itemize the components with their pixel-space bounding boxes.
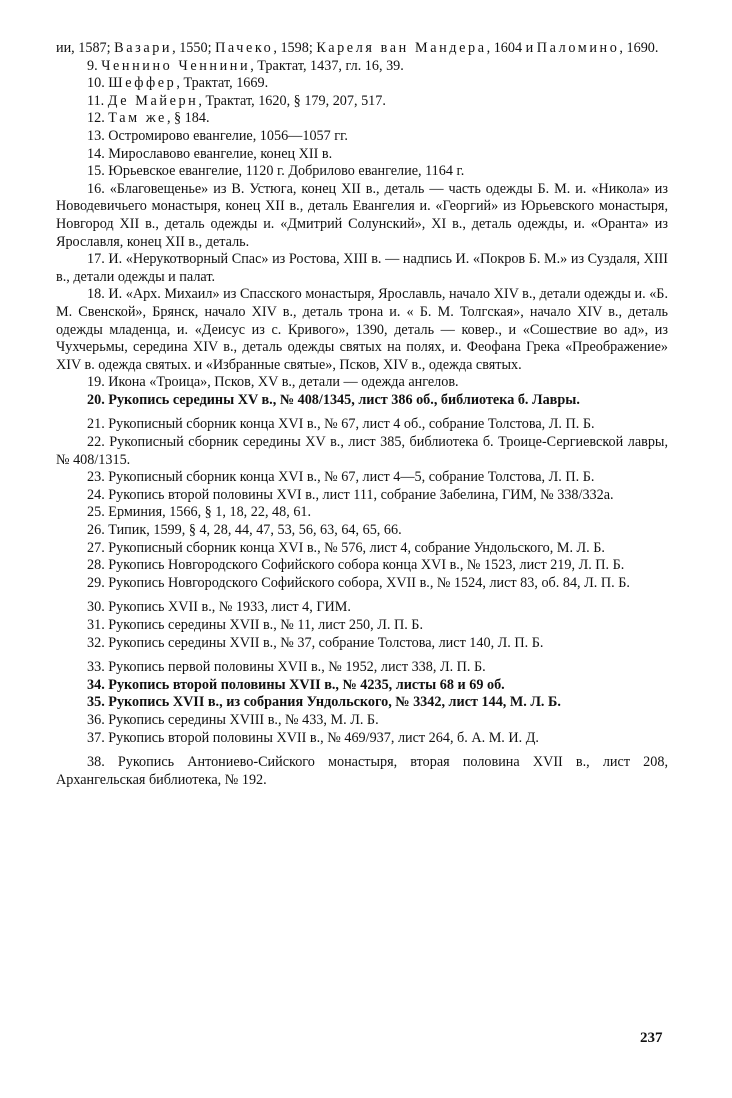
note-32: 32. Рукопись середины XVII в., № 37, собрание Толстова, лист 140, Л. П. Б. bbox=[87, 634, 544, 651]
note-18: 18. И. «Арх. Михаил» из Спасского монастыря, Ярославль, начало XIV в., детали одежды и. «Б. М. Свенской», Брянск, начало XIV в., деталь трона и. « Б. М. Толгская», начало XIV в., деталь одежды младенца, и. «Деисус из с. Кривого», 1390, деталь — ковер., и «Сошествие во ад», из Чухчерьмы, середина XIV в., деталь одежды святых на полях, и. Феофана Грека «Преображение» XIV в. одежда святых. и «Избранные святые», Псков, XIV в., одежда святых. bbox=[56, 286, 669, 373]
note-27: 27. Рукописный сборник конца XVI в., № 576, лист 4, собрание Ундольского, М. Л. Б. bbox=[87, 539, 605, 556]
note-26: 26. Типик, 1599, § 4, 28, 44, 47, 53, 56, 63, 64, 65, 66. bbox=[87, 522, 402, 539]
note-11: 11. Де Майерн, Трактат, 1620, § 179, 207, 517. bbox=[87, 92, 386, 109]
footnotes-page bbox=[56, 40, 668, 789]
note-35: 35. Рукопись XVII в., из собрания Ундольского, № 3342, лист 144, М. Л. Б. bbox=[87, 694, 561, 711]
note-20: 20. Рукопись середины XV в., № 408/1345, лист 386 об., библиотека б. Лавры. bbox=[87, 391, 580, 408]
note-8-continuation: ии, 1587; Вазари, 1550; Пачеко, 1598; Кареля ван Мандера, 1604 и Паломино, 1690. bbox=[56, 40, 659, 56]
note-12: 12. Там же, § 184. bbox=[87, 110, 210, 127]
note-10: 10. Шеффер, Трактат, 1669. bbox=[87, 75, 269, 92]
note-31: 31. Рукопись середины XVII в., № 11, лист 250, Л. П. Б. bbox=[87, 617, 423, 633]
note-30: 30. Рукопись XVII в., № 1933, лист 4, ГИМ. bbox=[87, 599, 351, 616]
note-34: 34. Рукопись второй половины XVII в., № 4235, листы 68 и 69 об. bbox=[87, 676, 505, 693]
note-16: 16. «Благовещенье» из В. Устюга, конец XII в., деталь — часть одежды Б. М. и. «Никола» из Новодевичьего монастыря, конец XII в., деталь Евангелия и. «Георгий» из Юрьевского монастыря, Новгород XII в., деталь одежды и. «Дмитрий Солунский», XI в., деталь одежды, и. «Оранта» из Ярославля, конец XII в., деталь. bbox=[56, 180, 669, 250]
page-number: 237 bbox=[640, 1030, 663, 1046]
note-17: 17. И. «Нерукотворный Спас» из Ростова, XIII в. — надпись И. «Покров Б. М.» из Суздаля, XIII в., детали одежды и палат. bbox=[56, 251, 669, 285]
note-28: 28. Рукопись Новгородского Софийского собора конца XVI в., № 1523, лист 219, Л. П. Б. bbox=[87, 557, 625, 574]
note-37: 37. Рукопись второй половины XVII в., № 469/937, лист 264, б. А. М. И. Д. bbox=[87, 729, 539, 746]
note-33: 33. Рукопись первой половины XVII в., № 1952, лист 338, Л. П. Б. bbox=[87, 659, 486, 676]
note-13: 13. Остромирово евангелие, 1056—1057 гг. bbox=[87, 127, 348, 144]
note-15: 15. Юрьевское евангелие, 1120 г. Добрилово евангелие, 1164 г. bbox=[87, 163, 465, 180]
note-14: 14. Мирославово евангелие, конец XII в. bbox=[87, 145, 333, 162]
note-25: 25. Ерминия, 1566, § 1, 18, 22, 48, 61. bbox=[87, 504, 312, 521]
note-21: 21. Рукописный сборник конца XVI в., № 67, лист 4 об., собрание Толстова, Л. П. Б. bbox=[87, 416, 595, 433]
note-38: 38. Рукопись Антониево-Сийского монастыря, вторая половина XVII в., лист 208, Архангельская библиотека, № 192. bbox=[56, 754, 669, 788]
note-23: 23. Рукописный сборник конца XVI в., № 67, лист 4—5, собрание Толстова, Л. П. Б. bbox=[87, 469, 595, 486]
note-9: 9. Ченнино Ченнини, Трактат, 1437, гл. 16, 39. bbox=[87, 57, 404, 74]
note-22: 22. Рукописный сборник середины XV в., лист 385, библиотека б. Троице-Сергиевской лавры, № 408/1315. bbox=[56, 434, 668, 468]
note-19: 19. Икона «Троица», Псков, XV в., детали — одежда ангелов. bbox=[87, 374, 459, 391]
note-24: 24. Рукопись второй половины XVI в., лист 111, собрание Забелина, ГИМ, № 338/332а. bbox=[87, 486, 614, 503]
note-29: 29. Рукопись Новгородского Софийского собора, XVII в., № 1524, лист 83, об. 84, Л. П. Б. bbox=[87, 574, 630, 591]
note-36: 36. Рукопись середины XVIII в., № 433, М. Л. Б. bbox=[87, 711, 379, 728]
